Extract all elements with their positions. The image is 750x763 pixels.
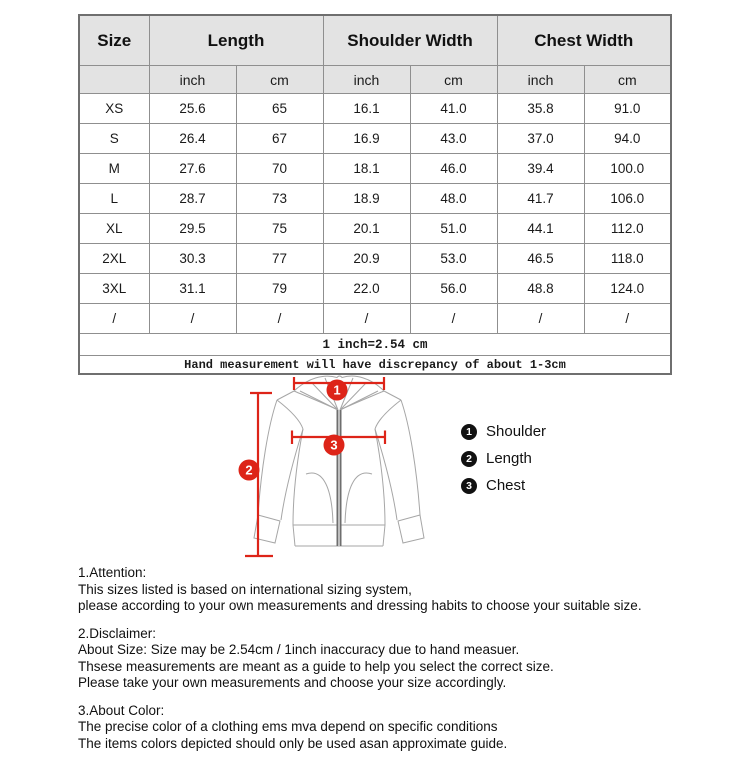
size-cell: 3XL	[79, 274, 149, 304]
legend-label: Shoulder	[486, 423, 547, 440]
table-cell: 48.8	[497, 274, 584, 304]
note-line: Please take your own measurements and choose your size accordingly.	[78, 675, 507, 690]
table-cell: 18.1	[323, 154, 410, 184]
table-cell: /	[497, 304, 584, 334]
unit-header: inch	[149, 66, 236, 94]
measurement-discrepancy-note: Hand measurement will have discrepancy of about 1-3cm	[79, 356, 671, 375]
table-cell: 26.4	[149, 124, 236, 154]
unit-header: inch	[497, 66, 584, 94]
table-cell: 41.7	[497, 184, 584, 214]
legend-item-length	[461, 450, 546, 467]
note-title: 2.Disclaimer:	[78, 625, 157, 641]
table-row	[79, 214, 671, 244]
table-cell: 100.0	[584, 154, 671, 184]
col-header-size: Size	[79, 15, 149, 66]
table-cell: 20.9	[323, 244, 410, 274]
table-cell: 53.0	[410, 244, 497, 274]
marker-chest	[324, 435, 345, 456]
table-row	[79, 184, 671, 214]
disclaimer-note	[78, 626, 728, 692]
notes-section	[78, 565, 728, 763]
table-cell: 43.0	[410, 124, 497, 154]
size-cell: XS	[79, 94, 149, 124]
legend-item-shoulder	[461, 423, 546, 440]
table-cell: /	[584, 304, 671, 334]
table-cell: /	[149, 304, 236, 334]
size-cell: M	[79, 154, 149, 184]
svg-text:3: 3	[330, 437, 338, 453]
table-row	[79, 154, 671, 184]
table-cell: 22.0	[323, 274, 410, 304]
table-cell: 35.8	[497, 94, 584, 124]
zipper	[337, 410, 342, 546]
table-cell: 25.6	[149, 94, 236, 124]
table-cell: 65	[236, 94, 323, 124]
table-cell: 67	[236, 124, 323, 154]
numbered-circle-icon: 1	[461, 424, 477, 440]
numbered-circle-icon: 2	[461, 451, 477, 467]
table-cell: 28.7	[149, 184, 236, 214]
unit-header: cm	[236, 66, 323, 94]
table-cell: 73	[236, 184, 323, 214]
table-cell: 39.4	[497, 154, 584, 184]
footnote-row	[79, 334, 671, 356]
col-header-length: Length	[149, 15, 323, 66]
table-cell: 91.0	[584, 94, 671, 124]
note-line: The items colors depicted should only be used asan approximate guide.	[78, 735, 508, 751]
table-cell: 29.5	[149, 214, 236, 244]
marker-length	[239, 460, 260, 481]
size-cell: L	[79, 184, 149, 214]
table-cell: /	[236, 304, 323, 334]
table-cell: 37.0	[497, 124, 584, 154]
legend-item-chest	[461, 477, 546, 494]
about-color-note	[78, 703, 728, 753]
legend-label: Length	[486, 450, 532, 467]
unit-header-empty	[79, 66, 149, 94]
table-cell: 16.9	[323, 124, 410, 154]
svg-text:1: 1	[333, 382, 341, 398]
svg-text:2: 2	[245, 462, 253, 478]
unit-header: cm	[410, 66, 497, 94]
table-cell: 118.0	[584, 244, 671, 274]
size-cell: XL	[79, 214, 149, 244]
table-cell: 41.0	[410, 94, 497, 124]
col-header-chest-width: Chest Width	[497, 15, 671, 66]
table-cell: 94.0	[584, 124, 671, 154]
table-cell: 20.1	[323, 214, 410, 244]
legend-label: Chest	[486, 477, 526, 494]
table-cell: 44.1	[497, 214, 584, 244]
table-cell: 112.0	[584, 214, 671, 244]
numbered-circle-icon: 3	[461, 478, 477, 494]
note-title: 1.Attention:	[78, 565, 147, 580]
table-cell: 106.0	[584, 184, 671, 214]
table-cell: 27.6	[149, 154, 236, 184]
table-row	[79, 94, 671, 124]
hoodie-measurement-diagram	[228, 366, 478, 571]
unit-header: inch	[323, 66, 410, 94]
table-cell: 51.0	[410, 214, 497, 244]
table-cell: 30.3	[149, 244, 236, 274]
unit-header-row	[79, 66, 671, 94]
note-line: Thsese measurements are meant as a guide to help you select the correct size.	[78, 658, 554, 674]
marker-shoulder	[327, 380, 348, 401]
table-cell: 56.0	[410, 274, 497, 304]
note-line: please according to your own measurements and dressing habits to choose your suitable size.	[78, 598, 642, 613]
group-header-row	[79, 15, 671, 66]
table-cell: /	[323, 304, 410, 334]
note-line: The precise color of a clothing ems mva depend on specific conditions	[78, 719, 498, 734]
table-cell: 79	[236, 274, 323, 304]
table-cell: 46.5	[497, 244, 584, 274]
size-chart-table	[78, 14, 672, 375]
note-title: 3.About Color:	[78, 702, 165, 718]
table-cell: /	[410, 304, 497, 334]
col-header-shoulder-width: Shoulder Width	[323, 15, 497, 66]
unit-header: cm	[584, 66, 671, 94]
size-cell: /	[79, 304, 149, 334]
table-cell: 48.0	[410, 184, 497, 214]
note-line: About Size: Size may be 2.54cm / 1inch inaccuracy due to hand measuer.	[78, 642, 520, 657]
table-cell: 124.0	[584, 274, 671, 304]
inch-conversion-note: 1 inch=2.54 cm	[79, 334, 671, 356]
note-line: This sizes listed is based on international sizing system,	[78, 581, 412, 597]
attention-note	[78, 565, 728, 615]
table-cell: 31.1	[149, 274, 236, 304]
size-cell: S	[79, 124, 149, 154]
table-cell: 77	[236, 244, 323, 274]
measurement-legend	[461, 423, 546, 504]
size-cell: 2XL	[79, 244, 149, 274]
table-row	[79, 124, 671, 154]
table-cell: 46.0	[410, 154, 497, 184]
table-cell: 70	[236, 154, 323, 184]
table-row	[79, 244, 671, 274]
table-cell: 16.1	[323, 94, 410, 124]
table-cell: 75	[236, 214, 323, 244]
table-cell: 18.9	[323, 184, 410, 214]
table-row	[79, 304, 671, 334]
table-row	[79, 274, 671, 304]
